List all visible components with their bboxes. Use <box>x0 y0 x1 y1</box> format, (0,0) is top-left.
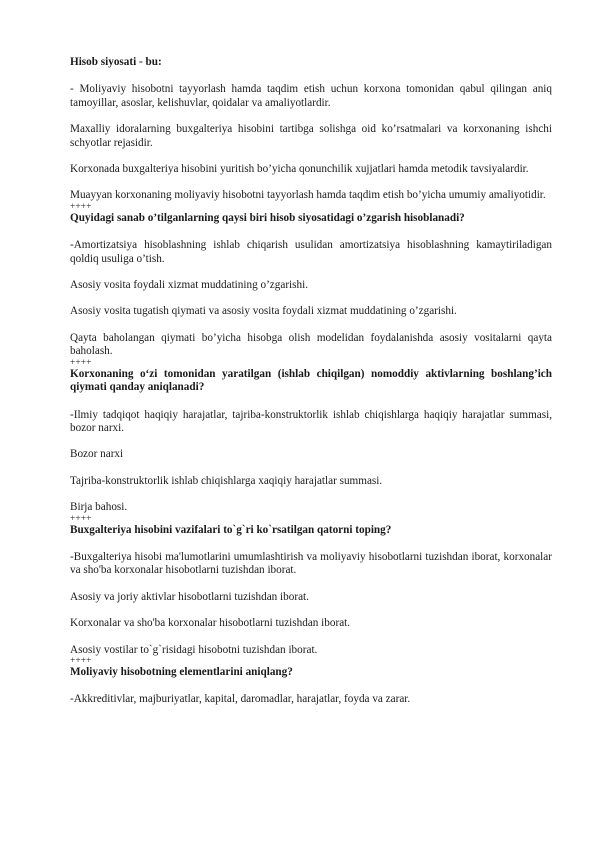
question-4: Buxgalteriya hisobini vazifalari to`g`ri ko`rsatilgan qatorni toping? <box>70 523 392 536</box>
spacer <box>70 225 552 239</box>
separator-2: ++++ <box>70 357 92 368</box>
answer-3-c: Tajriba-konstruktorlik ishlab chiqishlarga xaqiqiy harajatlar summasi. <box>70 474 383 487</box>
question-3: Korxonaning o‘zi tomonidan yaratilgan (ishlab chiqilgan) nomoddiy aktivlarning boshlang’ich qiymati qanday aniqlanadi? <box>70 367 552 394</box>
spacer <box>70 679 552 693</box>
separator-1: ++++ <box>70 201 92 212</box>
answer-1-a: - Moliyaviy hisobotni tayyorlash hamda taqdim etish uchun korxona tomonidan qabul qilingan aniq tamoyillar, asoslar, kelishuvlar, qoidalar va amaliyotlardir. <box>70 83 552 109</box>
answer-3-d: Birja bahosi. <box>70 501 128 514</box>
spacer <box>70 395 552 409</box>
question-2: Quyidagi sanab o’tilganlarning qaysi biri hisob siyosatidagi o’zgarish hisoblanadi? <box>70 211 465 224</box>
answer-4-c: Korxonalar va sho'ba korxonalar hisobotlarni tuzishdan iborat. <box>70 617 351 630</box>
answer-1-b: Maxalliy idoralarning buxgalteriya hisobini tartibga solishga oid ko’rsatmalari va korxonaning ishchi schyotlar rejasidir. <box>70 123 552 149</box>
separator-3: ++++ <box>70 513 92 524</box>
answer-3-a: -Ilmiy tadqiqot haqiqiy harajatlar, tajriba-konstruktorlik ishlab chiqishlarga haqiqiy harajatlar summasi, bozor narxi. <box>70 408 552 434</box>
answer-1-c: Korxonada buxgalteriya hisobini yuritish bo’yicha qonunchilik xujjatlari hamda metodik tavsiyalardir. <box>70 163 529 176</box>
answer-4-b: Asosiy va joriy aktivlar hisobotlarni tuzishdan iborat. <box>70 590 309 603</box>
answer-5-a: -Akkreditivlar, majburiyatlar, kapital, daromadlar, harajatlar, foyda va zarar. <box>70 693 411 706</box>
answer-1-d: Muayyan korxonaning moliyaviy hisobotni tayyorlash hamda taqdim etish bo’yicha umumiy amaliyotidir. <box>70 189 546 202</box>
answer-4-a: -Buxgalteriya hisobi ma'lumotlarini umumlashtirish va moliyaviy hisobotlarni tuzishdan iborat, korxonalar va sho'ba korxonalar hisobotlarni tuzishdan iborat. <box>70 550 552 577</box>
question-5: Moliyaviy hisobotning elementlarini aniqlang? <box>70 665 293 678</box>
answer-2-b: Asosiy vosita foydali xizmat muddatining o’zgarishi. <box>70 279 309 292</box>
answer-3-b: Bozor narxi <box>70 448 124 461</box>
question-1: Hisob siyosati - bu: <box>70 56 162 68</box>
answer-4-d: Asosiy vostilar to`g`risidagi hisobotni tuzishdan iborat. <box>70 643 318 656</box>
answer-2-c: Asosiy vosita tugatish qiymati va asosiy vosita foydali xizmat muddatining o’zgarishi. <box>70 305 457 318</box>
separator-4: ++++ <box>70 655 92 666</box>
answer-2-d: Qayta baholangan qiymati bo’yicha hisobga olish modelidan foydalanishda asosiy vositalarni qayta baholash. <box>70 331 552 358</box>
document-page <box>70 56 552 720</box>
spacer <box>70 537 552 551</box>
answer-2-a: -Amortizatsiya hisoblashning ishlab chiqarish usulidan amortizatsiya hisoblashning kamaytiriladigan qoldiq usuliga o’tish. <box>70 239 552 265</box>
